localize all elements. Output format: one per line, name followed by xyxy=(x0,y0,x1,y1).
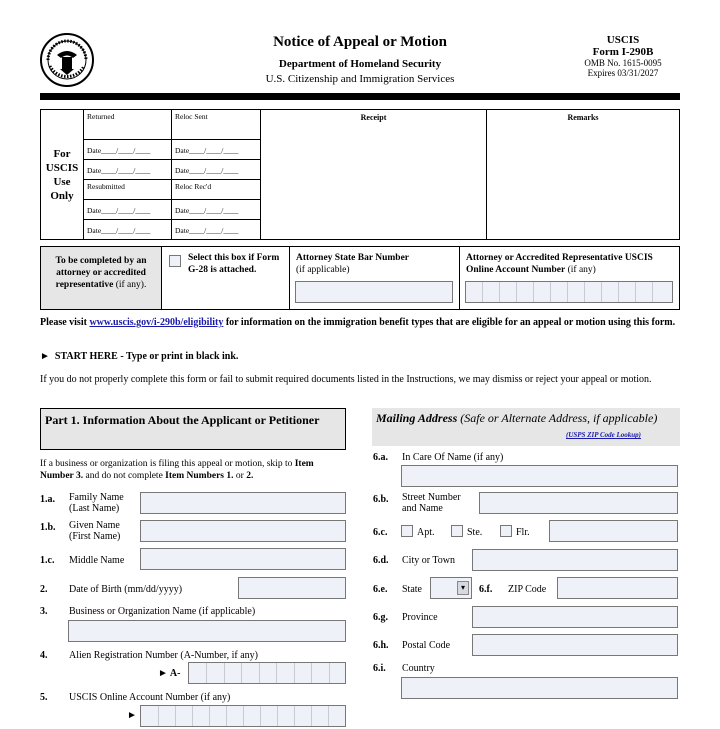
business-name-label: Business or Organization Name (if applicable) xyxy=(69,606,256,617)
postal-code-input[interactable] xyxy=(472,634,678,656)
date-cell: Date____/____/____ xyxy=(84,200,172,220)
item-number: 6.c. xyxy=(373,527,388,538)
uscis-use-side-label: For USCIS Use Only xyxy=(41,110,84,239)
part1-note: If a business or organization is filing this appeal or motion, skip to Item Number 3. and do not complete Item Numbers 1. or 2. xyxy=(40,459,314,481)
middle-name-input[interactable] xyxy=(140,548,346,570)
date-cell: Date____/____/____ xyxy=(172,140,261,160)
family-name-label: Family Name (Last Name) xyxy=(69,492,124,514)
arrow-icon: ► xyxy=(40,351,55,362)
bar-number-input[interactable] xyxy=(295,281,453,303)
divider xyxy=(289,247,290,309)
returned-cell: Returned xyxy=(84,110,172,140)
apt-label: Apt. xyxy=(417,527,435,538)
mailing-address-header: Mailing Address (Safe or Alternate Address, if applicable) xyxy=(372,408,680,446)
item-number: 6.d. xyxy=(373,555,389,566)
divider xyxy=(459,247,460,309)
attorney-box xyxy=(40,246,680,310)
country-input[interactable] xyxy=(401,677,678,699)
receipt-column: Receipt xyxy=(261,110,487,239)
item-number: 6.e. xyxy=(373,584,388,595)
header-rule xyxy=(40,93,680,100)
street-label: Street Number and Name xyxy=(402,492,461,514)
part1-header: Part 1. Information About the Applicant or Petitioner xyxy=(40,408,346,450)
state-select[interactable] xyxy=(430,577,472,599)
date-cell: Date____/____/____ xyxy=(84,160,172,180)
dob-input[interactable] xyxy=(238,577,346,599)
date-cell: Date____/____/____ xyxy=(84,220,172,239)
eligibility-note: Please visit www.uscis.gov/i-290b/eligibility for information on the immigration benefit types that are eligible for an appeal or motion using this form. xyxy=(40,317,676,328)
reloc-recd-cell: Reloc Rec'd xyxy=(172,180,261,200)
agency-name: U.S. Citizenship and Immigration Services xyxy=(265,73,455,85)
date-cell: Date____/____/____ xyxy=(84,140,172,160)
a-number-prefix: ► A- xyxy=(158,668,181,679)
date-cell: Date____/____/____ xyxy=(172,200,261,220)
attorney-instruction: To be completed by an attorney or accredited representative (if any). xyxy=(41,247,162,309)
item-number: 1.a. xyxy=(40,494,55,505)
form-number: Form I-290B xyxy=(592,46,654,58)
unit-number-input[interactable] xyxy=(549,520,678,542)
eligibility-link[interactable]: www.uscis.gov/i-290b/eligibility xyxy=(89,317,224,328)
item-number: 6.i. xyxy=(373,663,386,674)
middle-name-label: Middle Name xyxy=(69,555,125,566)
given-name-input[interactable] xyxy=(140,520,346,542)
item-number: 6.f. xyxy=(479,584,493,595)
expiration-date: Expires 03/31/2027 xyxy=(587,68,659,78)
postal-code-label: Postal Code xyxy=(402,640,451,651)
item-number: 6.b. xyxy=(373,494,389,505)
g28-checkbox[interactable] xyxy=(169,255,181,267)
start-here: ► START HERE - Type or print in black ink. xyxy=(40,351,239,362)
flr-label: Flr. xyxy=(516,527,530,538)
zip-code-label: ZIP Code xyxy=(508,584,547,595)
bar-number-label: Attorney State Bar Number (if applicable) xyxy=(296,253,410,275)
department-name: Department of Homeland Security xyxy=(278,58,442,70)
date-cell: Date____/____/____ xyxy=(172,220,261,239)
form-id-block xyxy=(568,34,678,78)
province-label: Province xyxy=(402,612,438,623)
a-number-input[interactable] xyxy=(188,662,346,684)
zip-code-lookup-link[interactable]: (USPS ZIP Code Lookup) xyxy=(566,431,641,439)
item-number: 3. xyxy=(40,606,48,617)
in-care-of-label: In Care Of Name (if any) xyxy=(402,452,504,463)
city-label: City or Town xyxy=(402,555,456,566)
date-cell: Date____/____/____ xyxy=(172,160,261,180)
dob-label: Date of Birth (mm/dd/yyyy) xyxy=(69,584,183,595)
online-account-label: Attorney or Accredited Representative USCIS Online Account Number (if any) xyxy=(466,253,653,275)
omb-number: OMB No. 1615-0095 xyxy=(584,58,662,68)
item-number: 2. xyxy=(40,584,48,595)
uscis-use-only-box xyxy=(40,109,680,240)
zip-code-input[interactable] xyxy=(557,577,678,599)
item-number: 6.a. xyxy=(373,452,388,463)
dhs-seal-icon xyxy=(40,33,94,87)
item-number: 5. xyxy=(40,692,48,703)
country-label: Country xyxy=(402,663,435,674)
business-name-input[interactable] xyxy=(68,620,346,642)
ste-checkbox[interactable] xyxy=(451,525,463,537)
remarks-column: Remarks xyxy=(567,113,599,122)
org-label: USCIS xyxy=(606,34,640,46)
reloc-sent-cell: Reloc Sent xyxy=(172,110,261,140)
chevron-down-icon[interactable]: ▾ xyxy=(457,581,469,595)
item-number: 1.b. xyxy=(40,522,56,533)
item-number: 6.h. xyxy=(373,640,389,651)
item-number: 4. xyxy=(40,650,48,661)
item-number: 6.g. xyxy=(373,612,388,623)
city-input[interactable] xyxy=(472,549,678,571)
in-care-of-input[interactable] xyxy=(401,465,678,487)
flr-checkbox[interactable] xyxy=(500,525,512,537)
a-number-label: Alien Registration Number (A-Number, if any) xyxy=(69,650,258,661)
online-account-number-label: USCIS Online Account Number (if any) xyxy=(69,692,231,703)
resubmitted-cell: Resubmitted xyxy=(84,180,172,200)
province-input[interactable] xyxy=(472,606,678,628)
ste-label: Ste. xyxy=(467,527,483,538)
g28-checkbox-label: Select this box if Form G-28 is attached. xyxy=(188,253,280,275)
family-name-input[interactable] xyxy=(140,492,346,514)
instructions-warning: If you do not properly complete this form or fail to submit required documents listed in the Instructions, we may dismiss or reject your appeal or motion. xyxy=(40,374,652,385)
state-label: State xyxy=(402,584,422,595)
given-name-label: Given Name (First Name) xyxy=(69,520,121,542)
arrow-icon: ► xyxy=(127,710,137,721)
form-title: Notice of Appeal or Motion xyxy=(273,34,447,50)
online-account-number-input[interactable] xyxy=(140,705,346,727)
apt-checkbox[interactable] xyxy=(401,525,413,537)
street-input[interactable] xyxy=(479,492,678,514)
item-number: 1.c. xyxy=(40,555,55,566)
attorney-online-account-input[interactable] xyxy=(465,281,673,303)
